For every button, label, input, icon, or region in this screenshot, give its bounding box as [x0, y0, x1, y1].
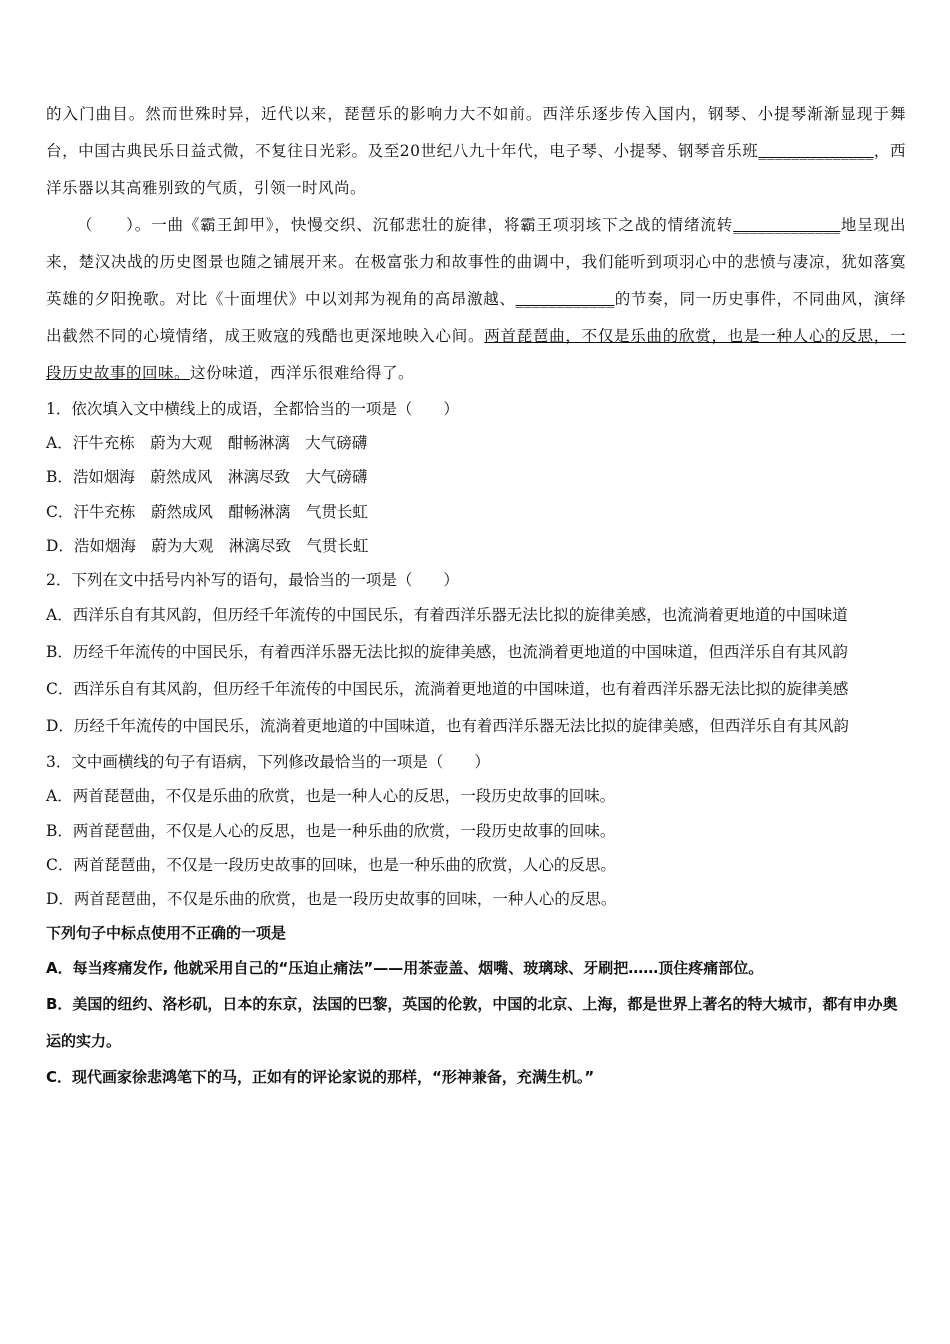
question-stem: 2．下列在文中括号内补写的语句，最恰当的一项是（ ） [46, 571, 459, 590]
option-b: B．美国的纽约、洛杉矶，日本的东京，法国的巴黎，英国的伦敦，中国的北京、上海，都是世界上著名的特大城市，都有申办奥运的实力。 [46, 995, 898, 1051]
question-3 [46, 745, 906, 916]
punctuation-question [46, 916, 906, 1095]
option-d: D．浩如烟海 蔚为大观 淋漓尽致 气贯长虹 [46, 536, 369, 555]
text-run: ，西洋乐器以其高雅别致的气质，引领一时风尚。 [46, 142, 906, 197]
option-c: C．西洋乐自有其风韵，但历经千年流传的中国民乐，流淌着更地道的中国味道，也有着西洋乐器无法比拟的旋律美感 [46, 680, 849, 699]
option-c: C．现代画家徐悲鸿笔下的马，正如有的评论家说的那样，“形神兼备，充满生机。” [46, 1068, 595, 1087]
question-2 [46, 563, 906, 745]
fill-blank: _____________ [733, 216, 841, 234]
option-d: D．历经千年流传的中国民乐，流淌着更地道的中国味道，也有着西洋乐器无法比拟的旋律美感，但西洋乐自有其风韵 [46, 717, 849, 736]
question-stem: 1．依次填入文中横线上的成语，全都恰当的一项是（ ） [46, 400, 459, 418]
question-stem: 下列句子中标点使用不正确的一项是 [46, 924, 287, 943]
document-page [46, 96, 906, 1095]
option-a: A．汗牛充栋 蔚为大观 酣畅淋漓 大气磅礴 [46, 434, 368, 453]
option-a: A．两首琵琶曲，不仅是乐曲的欣赏，也是一种人心的反思，一段历史故事的回味。 [46, 787, 616, 806]
text-run: 这份味道，西洋乐很难给得了。 [190, 364, 415, 382]
text-run: （ ）。一曲《霸王卸甲》，快慢交织、沉郁悲壮的旋律，将霸王项羽垓下之战的情绪流转 [77, 216, 734, 234]
passage-paragraph-1 [46, 96, 906, 207]
option-d: D．两首琵琶曲，不仅是乐曲的欣赏，也是一段历史故事的回味，一种人心的反思。 [46, 890, 617, 909]
option-a: A．每当疼痛发作, 他就采用自己的“压迫止痛法”——用茶壶盖、烟嘴、玻璃球、牙刷把……顶住疼痛部位。 [46, 959, 764, 978]
question-1 [46, 392, 906, 563]
fill-blank: ____________ [515, 290, 615, 308]
option-c: C．两首琵琶曲，不仅是一段历史故事的回味，也是一种乐曲的欣赏，人心的反思。 [46, 855, 616, 874]
option-c: C．汗牛充栋 蔚然成风 酣畅淋漓 气贯长虹 [46, 502, 368, 521]
passage-paragraph-2 [46, 207, 906, 392]
underlined-sentence: 两首琵琶曲，不仅是乐曲的欣赏，也是一种人心的反思，一段历史故事的回味。 [46, 327, 906, 382]
option-b: B．浩如烟海 蔚然成风 淋漓尽致 大气磅礴 [46, 468, 368, 487]
option-a: A．西洋乐自有其风韵，但历经千年流传的中国民乐，有着西洋乐器无法比拟的旋律美感，也流淌着更地道的中国味道 [46, 606, 848, 625]
text-run: 的入门曲目。然而世殊时异，近代以来，琵琶乐的影响力大不如前。西洋乐逐步传入国内，钢琴、小提琴渐渐显现于舞台，中国古典民乐日益式微，不复往日光彩。及至20世纪八九十年代，电子琴、小提琴、钢琴音乐班 [46, 105, 906, 160]
fill-blank: ______________ [758, 142, 874, 160]
option-b: B．历经千年流传的中国民乐，有着西洋乐器无法比拟的旋律美感，也流淌着更地道的中国味道，但西洋乐自有其风韵 [46, 643, 848, 662]
text-run: 的节奏，同一历史事件，不同曲风，演绎出截然不同的心境情绪，成王败寇的残酷也更深地映入心间。 [46, 290, 906, 345]
question-stem: 3．文中画横线的句子有语病，下列修改最恰当的一项是（ ） [46, 753, 490, 772]
option-b: B．两首琵琶曲，不仅是人心的反思，也是一种乐曲的欣赏，一段历史故事的回味。 [46, 821, 616, 840]
text-run: 地呈现出来，楚汉决战的历史图景也随之铺展开来。在极富张力和故事性的曲调中，我们能听到项羽心中的悲愤与凄凉，犹如落寞英雄的夕阳挽歌。对比《十面埋伏》中以刘邦为视角的高昂激越、 [46, 216, 906, 308]
